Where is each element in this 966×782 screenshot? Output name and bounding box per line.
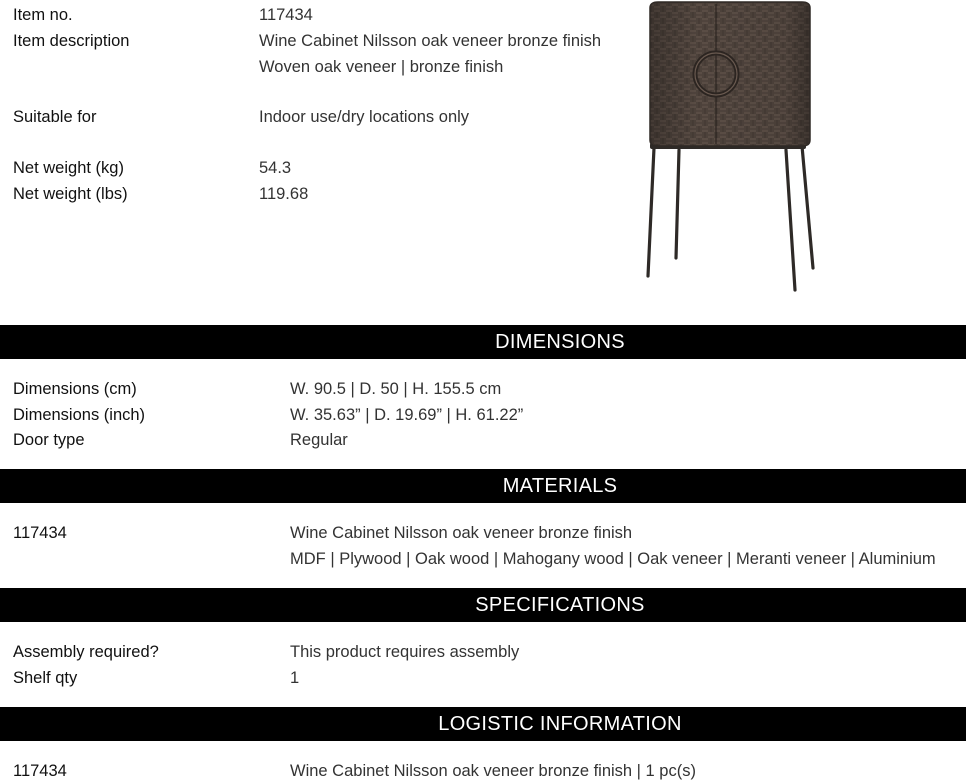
dimensions-header xyxy=(0,325,966,359)
dimensions-header-text: DIMENSIONS xyxy=(495,330,625,353)
materials-header-text: MATERIALS xyxy=(502,474,618,497)
materials-item-code: 117434 xyxy=(13,524,67,542)
suitable-for-value: Indoor use/dry locations only xyxy=(259,108,470,126)
materials-header xyxy=(0,469,966,503)
door-type-value: Regular xyxy=(290,431,348,449)
materials-line2: MDF | Plywood | Oak wood | Mahogany wood | Oak veneer | Meranti veneer | Aluminium xyxy=(290,550,936,568)
dimensions-inch-value: W. 35.63” | D. 19.69” | H. 61.22” xyxy=(290,406,524,424)
specifications-header xyxy=(0,588,966,622)
specifications-header-text: SPECIFICATIONS xyxy=(475,593,645,616)
shelf-qty-value: 1 xyxy=(290,669,300,687)
item-description-line1: Wine Cabinet Nilsson oak veneer bronze finish xyxy=(259,32,602,50)
door-type-label: Door type xyxy=(13,431,85,449)
item-no-label: Item no. xyxy=(13,6,73,24)
logistic-header-text: LOGISTIC INFORMATION xyxy=(438,712,682,735)
suitable-for-label: Suitable for xyxy=(13,108,97,126)
net-weight-lbs-value: 119.68 xyxy=(259,185,309,203)
logistic-header xyxy=(0,707,966,741)
shelf-qty-label: Shelf qty xyxy=(13,669,78,687)
dimensions-cm-value: W. 90.5 | D. 50 | H. 155.5 cm xyxy=(290,380,502,398)
net-weight-kg-value: 54.3 xyxy=(259,159,292,177)
item-description-label: Item description xyxy=(13,32,130,50)
assembly-required-label: Assembly required? xyxy=(13,643,159,661)
product-image xyxy=(636,0,826,300)
net-weight-kg-label: Net weight (kg) xyxy=(13,159,124,177)
assembly-required-value: This product requires assembly xyxy=(290,643,520,661)
net-weight-lbs-label: Net weight (lbs) xyxy=(13,185,128,203)
item-no-value: 117434 xyxy=(259,6,313,24)
dimensions-inch-label: Dimensions (inch) xyxy=(13,406,146,424)
item-description-line2: Woven oak veneer | bronze finish xyxy=(259,58,504,76)
materials-line1: Wine Cabinet Nilsson oak veneer bronze finish xyxy=(290,524,633,542)
logistic-value: Wine Cabinet Nilsson oak veneer bronze finish | 1 pc(s) xyxy=(290,762,696,780)
logistic-item-code: 117434 xyxy=(13,762,67,780)
dimensions-cm-label: Dimensions (cm) xyxy=(13,380,137,398)
